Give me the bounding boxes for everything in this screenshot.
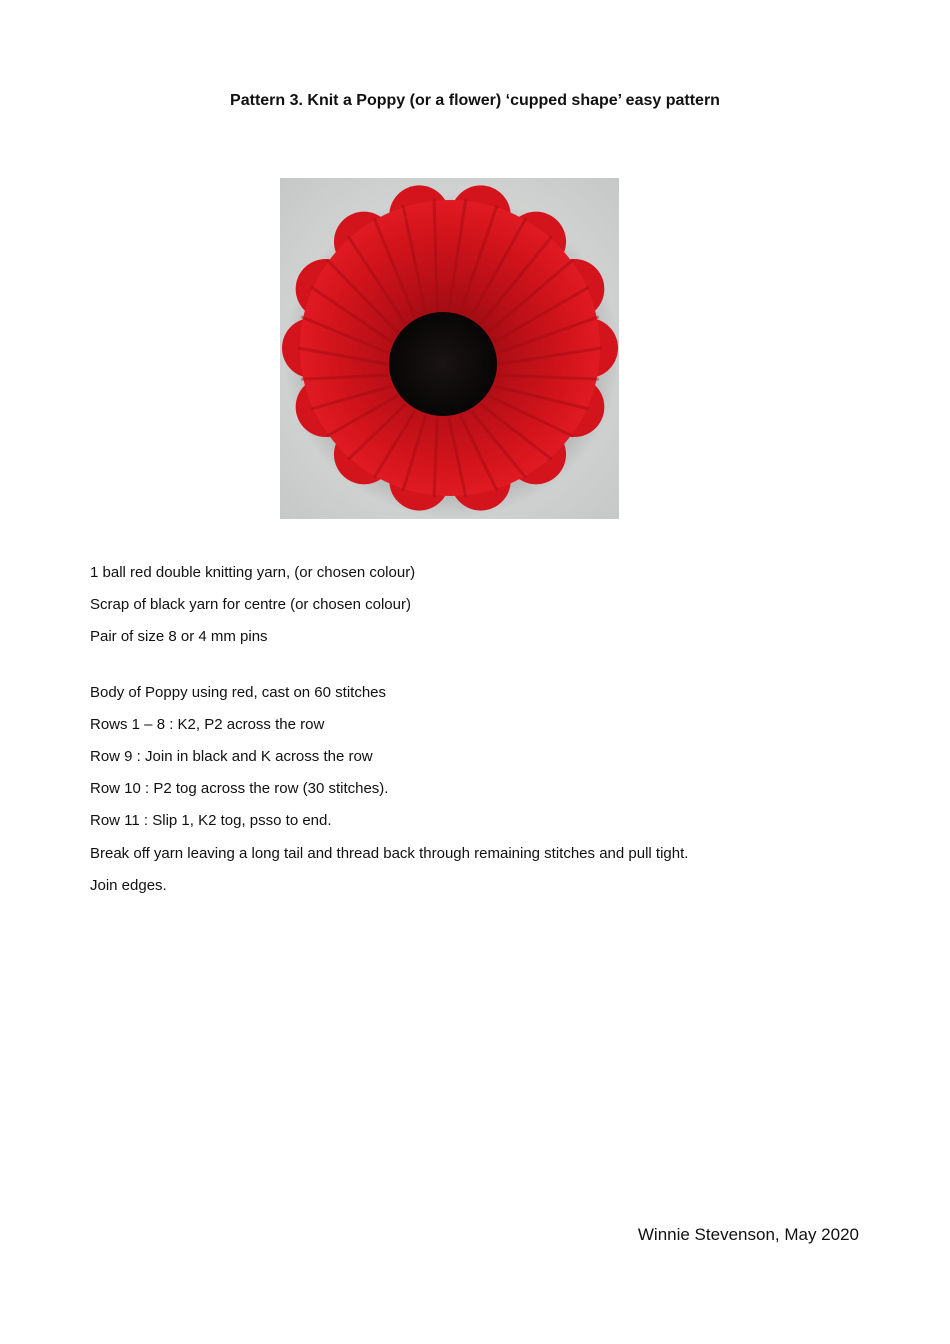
instruction-line: Row 10 : P2 tog across the row (30 stitches). <box>90 780 389 797</box>
materials-line: Scrap of black yarn for centre (or chosen colour) <box>90 596 411 613</box>
knitted-poppy-image <box>280 178 619 519</box>
author-signature: Winnie Stevenson, May 2020 <box>637 1225 859 1244</box>
instruction-line: Rows 1 – 8 : K2, P2 across the row <box>90 716 325 733</box>
instruction-line: Body of Poppy using red, cast on 60 stitches <box>90 684 387 701</box>
page-title: Pattern 3. Knit a Poppy (or a flower) ‘cupped shape’ easy pattern <box>230 92 720 109</box>
instruction-line: Join edges. <box>90 877 167 894</box>
materials-line: Pair of size 8 or 4 mm pins <box>90 628 268 645</box>
instruction-line: Break off yarn leaving a long tail and thread back through remaining stitches and pull tight. <box>90 845 689 862</box>
materials-line: 1 ball red double knitting yarn, (or chosen colour) <box>90 564 416 581</box>
instruction-line: Row 9 : Join in black and K across the row <box>90 748 373 765</box>
instruction-line: Row 11 : Slip 1, K2 tog, psso to end. <box>90 812 332 829</box>
poppy-photo <box>280 178 619 519</box>
instructions-list <box>90 683 870 908</box>
materials-list <box>90 563 870 659</box>
